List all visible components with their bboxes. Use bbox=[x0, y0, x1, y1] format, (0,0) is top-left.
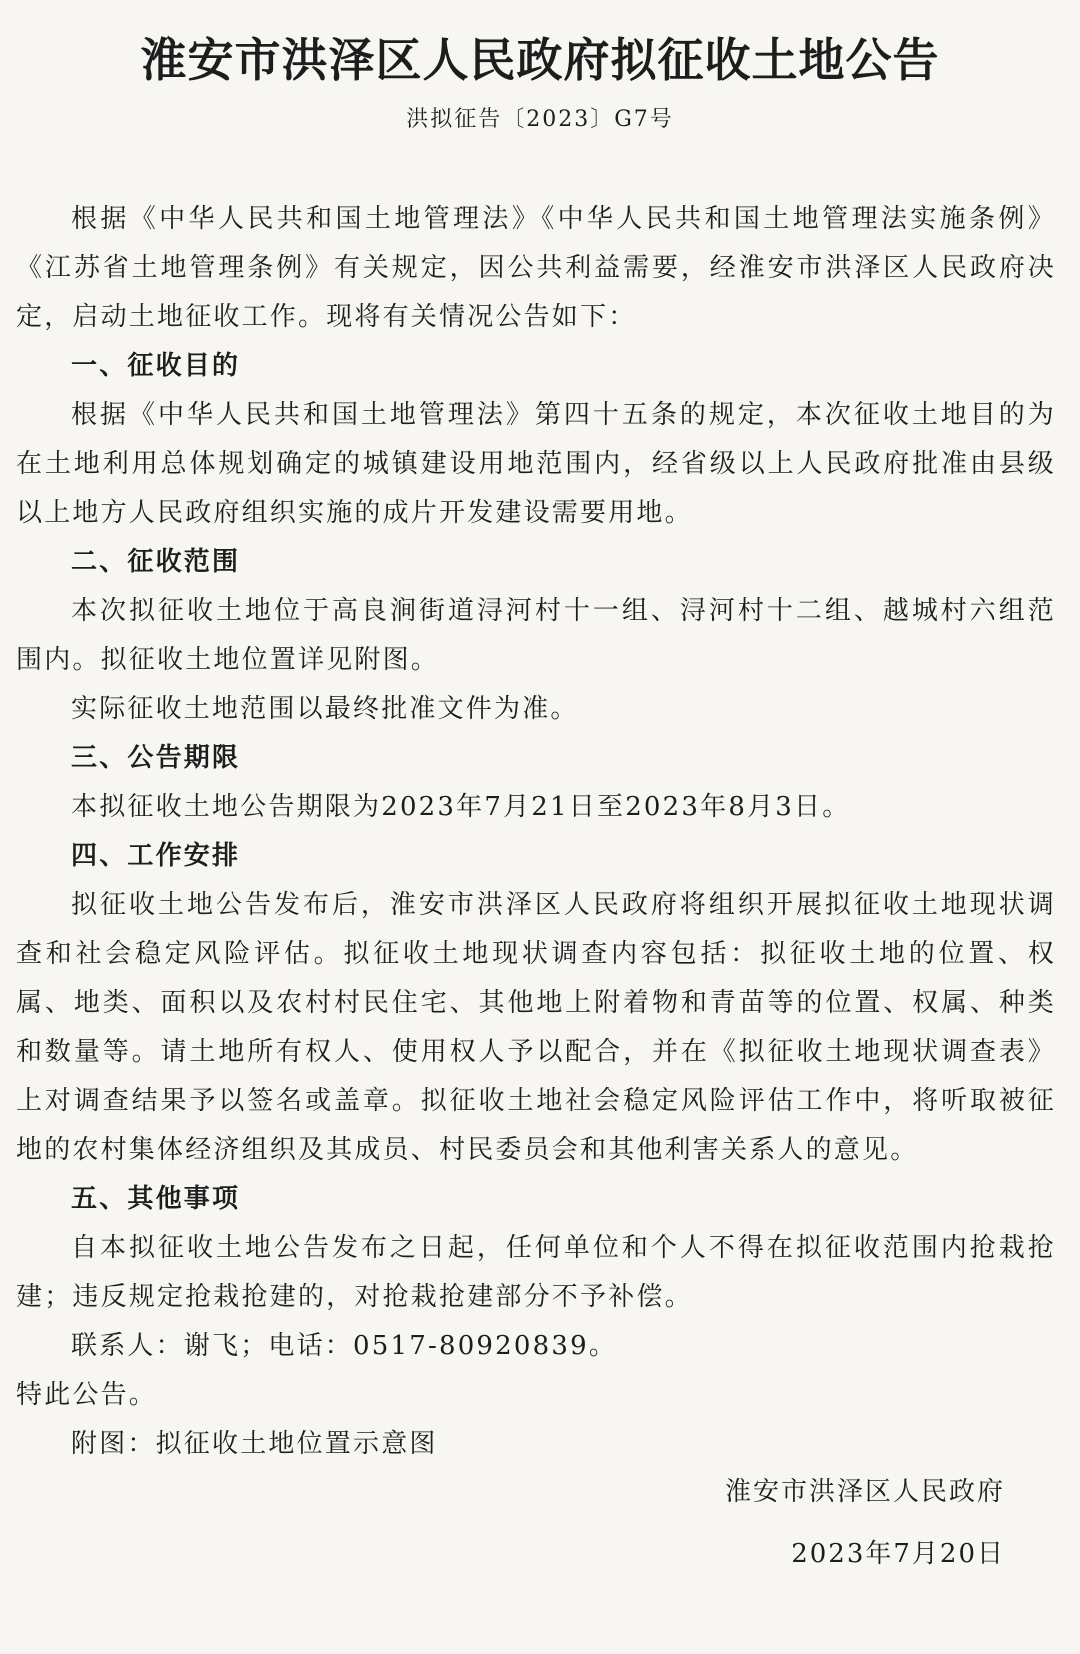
document-title: 淮安市洪泽区人民政府拟征收土地公告 bbox=[140, 33, 940, 87]
section-heading-scope: 二、征收范围 bbox=[71, 547, 241, 577]
section-paragraph: 实际征收土地范围以最终批准文件为准。 bbox=[71, 694, 579, 724]
intro-paragraph: 根据《中华人民共和国土地管理法》《中华人民共和国土地管理法实施条例》《江苏省土地管理条例》有关规定，因公共利益需要，经淮安市洪泽区人民政府决定，启动土地征收工作。现将有关情况公告如下： bbox=[16, 204, 1056, 332]
signature-organization: 淮安市洪泽区人民政府 bbox=[724, 1477, 1005, 1507]
section-heading-arrangement: 四、工作安排 bbox=[71, 841, 241, 871]
section-heading-purpose: 一、征收目的 bbox=[71, 351, 241, 381]
section-paragraph: 根据《中华人民共和国土地管理法》第四十五条的规定，本次征收土地目的为在土地利用总体规划确定的城镇建设用地范围内，经省级以上人民政府批准由县级以上地方人民政府组织实施的成片开发建设需要用地。 bbox=[16, 400, 1056, 528]
attachment-line: 附图：拟征收土地位置示意图 bbox=[71, 1429, 438, 1459]
signature-date: 2023年7月20日 bbox=[791, 1539, 1005, 1569]
section-heading-period: 三、公告期限 bbox=[71, 743, 241, 773]
section-paragraph: 自本拟征收土地公告发布之日起，任何单位和个人不得在拟征收范围内抢栽抢建；违反规定抢栽抢建的，对抢栽抢建部分不予补偿。 bbox=[16, 1233, 1056, 1312]
document-number: 洪拟征告〔2023〕G7号 bbox=[406, 107, 674, 132]
document-body bbox=[16, 195, 1056, 1469]
section-paragraph: 本次拟征收土地位于高良涧街道浔河村十一组、浔河村十二组、越城村六组范围内。拟征收土地位置详见附图。 bbox=[16, 596, 1056, 675]
section-heading-other: 五、其他事项 bbox=[71, 1184, 241, 1214]
section-paragraph: 本拟征收土地公告期限为2023年7月21日至2023年8月3日。 bbox=[71, 792, 851, 822]
closing-line: 特此公告。 bbox=[16, 1380, 158, 1410]
section-paragraph: 拟征收土地公告发布后，淮安市洪泽区人民政府将组织开展拟征收土地现状调查和社会稳定风险评估。拟征收土地现状调查内容包括：拟征收土地的位置、权属、地类、面积以及农村村民住宅、其他地上附着物和青苗等的位置、权属、种类和数量等。请土地所有权人、使用权人予以配合，并在《拟征收土地现状调查表》上对调查结果予以签名或盖章。拟征收土地社会稳定风险评估工作中，将听取被征地的农村集体经济组织及其成员、村民委员会和其他利害关系人的意见。 bbox=[16, 890, 1056, 1165]
contact-paragraph: 联系人：谢飞；电话：0517-80920839。 bbox=[71, 1331, 618, 1361]
